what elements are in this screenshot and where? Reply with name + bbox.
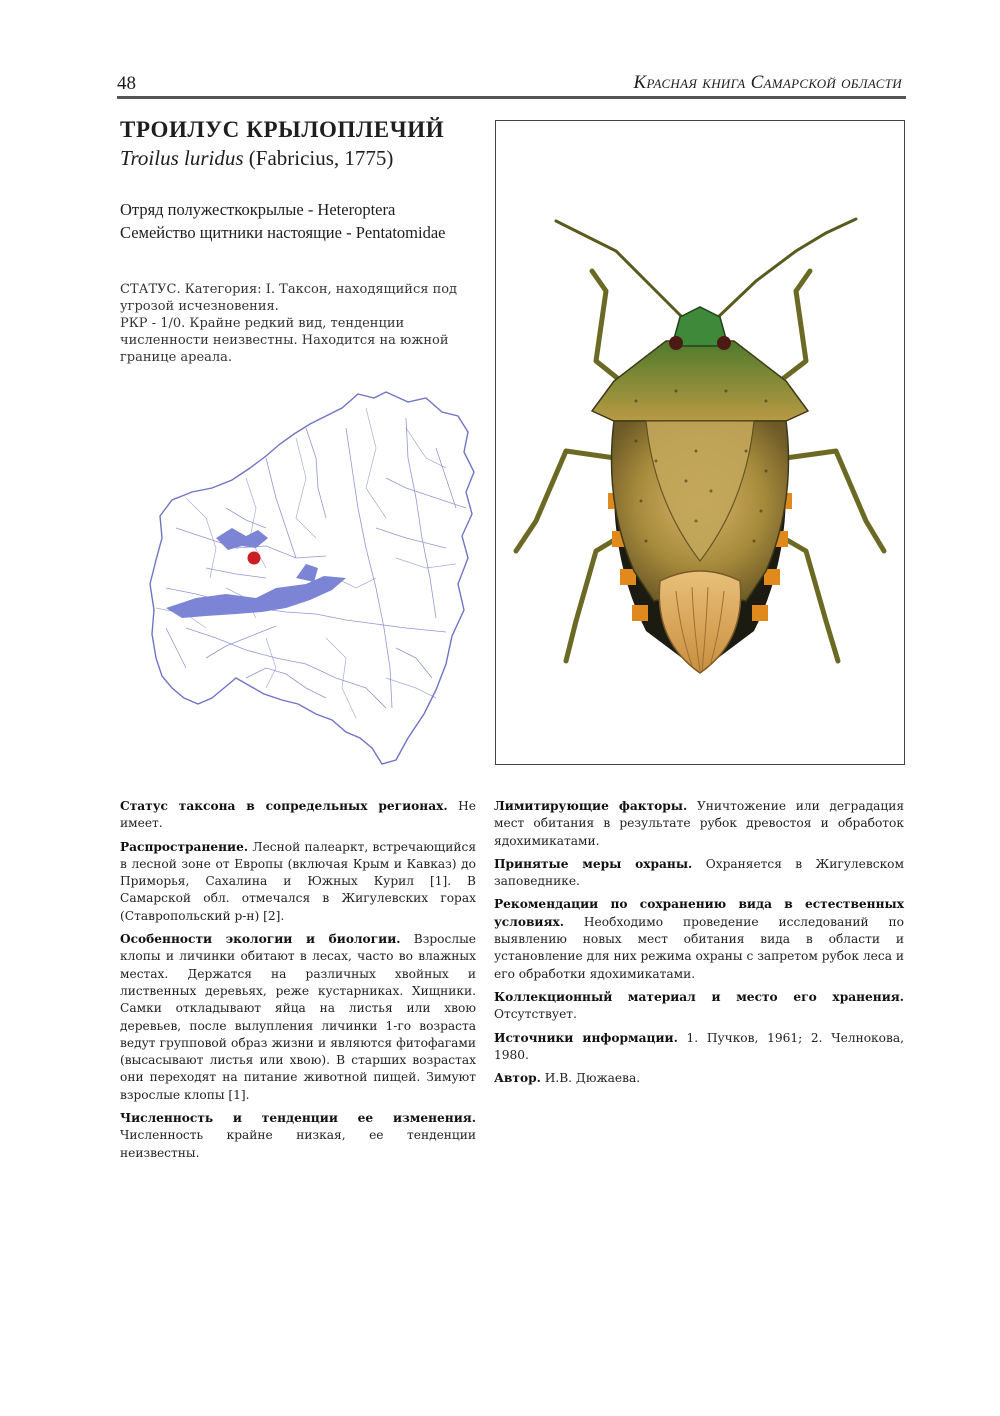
- section-heading: Источники информации.: [494, 1030, 678, 1045]
- text-column-left: [120, 798, 476, 1168]
- section-heading: Рекомендации по сохранению вида в естественных условиях.: [494, 897, 904, 929]
- pronotum: [592, 341, 808, 421]
- river-network: [166, 418, 466, 708]
- text-section: [494, 798, 904, 850]
- section-text: И.В. Дюжаева.: [544, 1071, 641, 1086]
- species-name-latin: [120, 146, 393, 171]
- section-text: Необходимо проведение исследований по выявлению новых мест обитания вида в области и установление для них режима охраны с запретом рубок леса и его обработки ядохимикатами.: [494, 914, 904, 981]
- text-section: [120, 1110, 476, 1162]
- antenna-left: [556, 221, 686, 321]
- section-heading: Автор.: [494, 1071, 541, 1086]
- species-name-ru: ТРОИЛУС КРЫЛОПЛЕЧИЙ: [120, 117, 445, 142]
- section-heading: Статус таксона в сопредельных регионах.: [120, 799, 448, 813]
- antenna-right: [714, 219, 856, 321]
- text-section: [494, 1070, 904, 1087]
- section-text: Уничтожение или деградация мест обитания в результате рубок древостоя и обработок ядохимикатами.: [494, 799, 905, 848]
- section-heading: Особенности экологии и биологии.: [120, 932, 401, 947]
- text-column-right: [494, 798, 904, 1093]
- section-text: Лесной палеаркт, встречающийся в лесной зоне от Европы (включая Крым и Кавказ) до Приморья, Сахалина и Южных Курил [1]. В Самарской обл. отмечался в Жигулевских горах (Ставропольский р-н) [2].: [120, 839, 477, 923]
- text-section: [494, 896, 904, 982]
- record-location-marker: [248, 552, 261, 565]
- text-section: [120, 798, 476, 833]
- status-block: [120, 281, 465, 366]
- section-heading: Принятые меры охраны.: [494, 856, 693, 871]
- distribution-map: [146, 388, 481, 770]
- latin-binomial: Troilus luridus: [120, 146, 244, 170]
- species-illustration: [496, 121, 903, 763]
- section-text: Охраняется в Жигулевском заповеднике.: [494, 856, 904, 889]
- district-boundaries: [156, 408, 456, 718]
- text-section: [494, 1030, 904, 1065]
- section-text: 1. Пучков, 1961; 2. Челнокова, 1980.: [494, 1030, 904, 1062]
- section-heading: Численность и тенденции ее изменения.: [120, 1111, 476, 1126]
- section-heading: Распространение.: [120, 839, 249, 854]
- status-rkr: РКР - 1/0. Крайне редкий вид, тенденции численности неизвестны. Находится на южной границе ареала.: [120, 316, 449, 365]
- map-svg: [146, 388, 481, 770]
- eye-right: [717, 336, 731, 350]
- taxon-family: Семейство щитники настоящие - Pentatomidae: [120, 223, 446, 242]
- section-heading: Коллекционный материал и место его хранения.: [494, 989, 904, 1004]
- section-text: Не имеет.: [120, 799, 476, 831]
- volga-reservoir: [166, 528, 346, 618]
- text-section: [120, 931, 476, 1104]
- section-text: Отсутствует.: [494, 1007, 577, 1022]
- membrane: [659, 571, 740, 673]
- section-heading: Лимитирующие факторы.: [494, 799, 688, 813]
- eye-left: [669, 336, 683, 350]
- text-section: [494, 856, 904, 891]
- latin-author: (Fabricius, 1775): [248, 146, 394, 170]
- text-section: [120, 839, 476, 925]
- running-title: Красная книга Самарской области: [633, 72, 902, 93]
- status-category: СТАТУС. Категория: I. Таксон, находящийся под угрозой исчезновения.: [120, 282, 458, 314]
- text-section: [494, 989, 904, 1024]
- taxon-order: Отряд полужесткокрылые - Heteroptera: [120, 200, 396, 219]
- species-illustration-frame: [495, 120, 905, 765]
- section-text: Взрослые клопы и личинки обитают в лесах, часто во влажных местах. Держатся на различных хвойных и лиственных деревьях, реже кустарниках. Хищники. Самки откладывают яйца на листья или хвою деревьев, после вылупления личинки 1-го возраста ведут групповой образ жизни и являются фитофагами (высасывают листья или хвою). В старших возрастах они переходят на питание животной пищей. Зимуют взрослые клопы [1].: [120, 932, 477, 1102]
- page-number: 48: [117, 73, 136, 94]
- section-text: Численность крайне низкая, ее тенденции неизвестны.: [120, 1128, 476, 1160]
- header-rule: [117, 96, 906, 99]
